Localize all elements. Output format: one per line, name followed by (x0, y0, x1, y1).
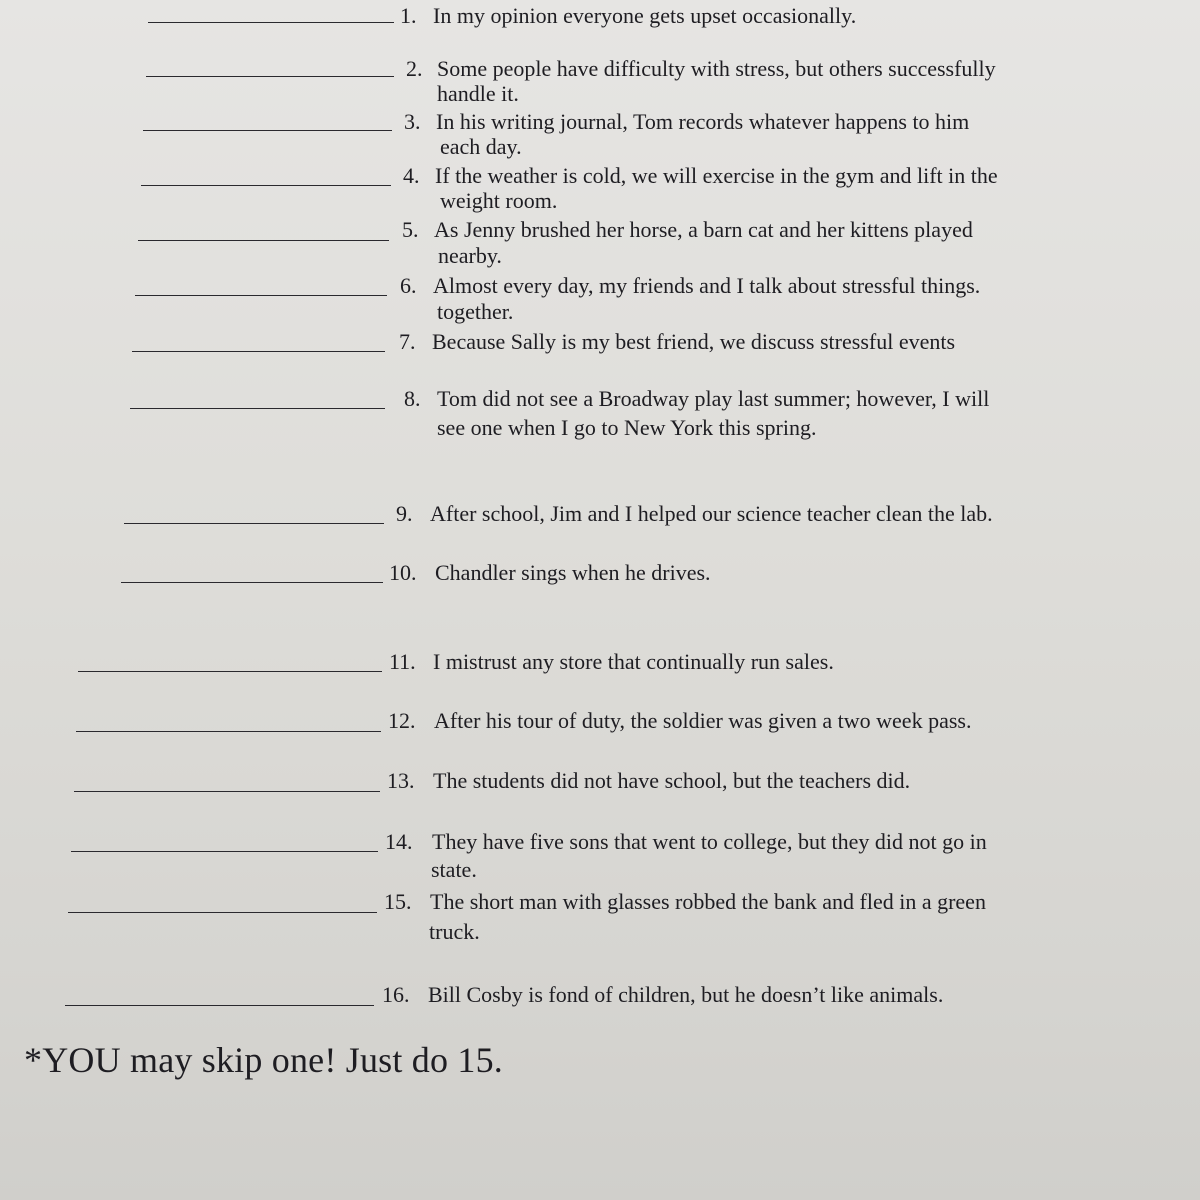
item-text-continued: together. (437, 299, 514, 324)
item-text: The short man with glasses robbed the bank and fled in a green (430, 889, 986, 914)
item-number: 5. (402, 217, 419, 242)
item-text-continued: see one when I go to New York this spring. (437, 415, 817, 440)
answer-blank[interactable] (143, 130, 392, 131)
item-text-continued: each day. (440, 134, 522, 159)
answer-blank[interactable] (146, 76, 394, 77)
item-number: 8. (404, 386, 421, 411)
item-text: Chandler sings when he drives. (435, 560, 711, 585)
answer-blank[interactable] (71, 851, 378, 852)
item-text: They have five sons that went to college, but they did not go in (432, 829, 987, 854)
item-text: Because Sally is my best friend, we discuss stressful events (432, 329, 956, 354)
item-text: The students did not have school, but the teachers did. (433, 768, 911, 793)
item-text-continued: truck. (429, 919, 480, 944)
item-number: 4. (403, 163, 420, 188)
item-text-continued: state. (431, 857, 477, 882)
answer-blank[interactable] (76, 731, 381, 732)
item-number: 12. (388, 708, 416, 733)
item-text: I mistrust any store that continually run sales. (433, 649, 834, 674)
item-number: 2. (406, 56, 423, 81)
item-text: Almost every day, my friends and I talk about stressful things. (433, 273, 981, 298)
answer-blank[interactable] (74, 791, 380, 792)
item-text: After school, Jim and I helped our science teacher clean the lab. (430, 501, 993, 526)
item-number: 1. (400, 3, 417, 28)
item-text: If the weather is cold, we will exercise in the gym and lift in the (435, 163, 998, 188)
item-text-continued: weight room. (440, 188, 558, 213)
answer-blank[interactable] (68, 912, 377, 913)
item-text: In his writing journal, Tom records whatever happens to him (436, 109, 970, 134)
item-number: 13. (387, 768, 415, 793)
item-text: Some people have difficulty with stress, but others successfully (437, 56, 996, 81)
answer-blank[interactable] (78, 671, 382, 672)
item-number: 9. (396, 501, 413, 526)
item-number: 6. (400, 273, 417, 298)
skip-instruction-note: *YOU may skip one! Just do 15. (24, 1040, 503, 1080)
item-number: 14. (385, 829, 413, 854)
answer-blank[interactable] (141, 185, 391, 186)
answer-blank[interactable] (124, 523, 384, 524)
answer-blank[interactable] (121, 582, 383, 583)
answer-blank[interactable] (148, 22, 394, 23)
item-number: 11. (389, 649, 416, 674)
answer-blank[interactable] (138, 240, 389, 241)
answer-blank[interactable] (65, 1005, 374, 1006)
answer-blank[interactable] (135, 295, 387, 296)
item-text: After his tour of duty, the soldier was given a two week pass. (434, 708, 972, 733)
item-number: 10. (389, 560, 417, 585)
answer-blank[interactable] (132, 351, 385, 352)
item-number: 15. (384, 889, 412, 914)
item-text: As Jenny brushed her horse, a barn cat and her kittens played (434, 217, 973, 242)
item-text-continued: nearby. (438, 243, 502, 268)
item-text-continued: handle it. (437, 81, 519, 106)
item-text: In my opinion everyone gets upset occasionally. (433, 3, 857, 28)
item-text: Bill Cosby is fond of children, but he doesn’t like animals. (428, 982, 944, 1007)
answer-blank[interactable] (130, 408, 385, 409)
item-text: Tom did not see a Broadway play last summer; however, I will (437, 386, 990, 411)
item-number: 7. (399, 329, 416, 354)
item-number: 16. (382, 982, 410, 1007)
item-number: 3. (404, 109, 421, 134)
